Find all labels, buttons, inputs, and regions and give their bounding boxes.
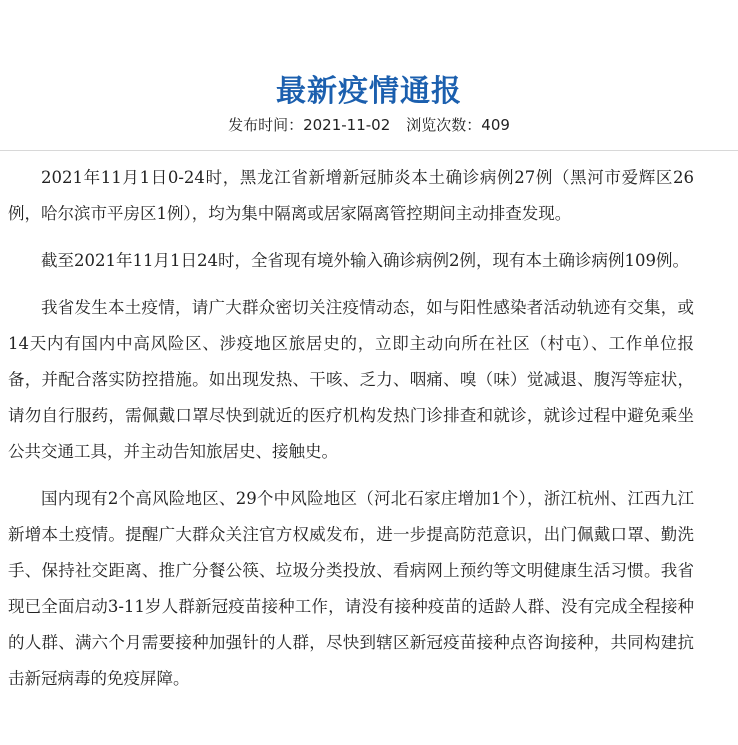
- publish-date: 2021-11-02: [303, 116, 391, 134]
- article-body: [8, 160, 694, 708]
- paragraph-4: 国内现有2个高风险地区、29个中风险地区（河北石家庄增加1个），浙江杭州、江西九江新增本土疫情。提醒广大群众关注官方权威发布，进一步提高防范意识，出门佩戴口罩、勤洗手、保持社交距离、推广分餐公筷、垃圾分类投放、看病网上预约等文明健康生活习惯。我省现已全面启动3-11岁人群新冠疫苗接种工作，请没有接种疫苗的适龄人群、没有完成全程接种的人群、满六个月需要接种加强针的人群，尽快到辖区新冠疫苗接种点咨询接种，共同构建抗击新冠病毒的免疫屏障。: [8, 489, 694, 688]
- title-divider: [0, 150, 738, 151]
- paragraph-3: 我省发生本土疫情，请广大群众密切关注疫情动态，如与阳性感染者活动轨迹有交集，或14天内有国内中高风险区、涉疫地区旅居史的，立即主动向所在社区（村屯）、工作单位报备，并配合落实防控措施。如出现发热、干咳、乏力、咽痛、嗅（味）觉减退、腹泻等症状，请勿自行服药，需佩戴口罩尽快到就近的医疗机构发热门诊排查和就诊，就诊过程中避免乘坐公共交通工具，并主动告知旅居史、接触史。: [8, 298, 694, 461]
- paragraph-2: 截至2021年11月1日24时，全省现有境外输入确诊病例2例，现有本土确诊病例109例。: [41, 251, 689, 270]
- article-meta: [0, 112, 738, 138]
- paragraph-1: 2021年11月1日0-24时，黑龙江省新增新冠肺炎本土确诊病例27例（黑河市爱辉区26例，哈尔滨市平房区1例），均为集中隔离或居家隔离管控期间主动排查发现。: [8, 168, 694, 223]
- publish-time-label: 发布时间：: [228, 116, 304, 134]
- view-count: 409: [481, 116, 510, 134]
- view-count-label: 浏览次数：: [406, 116, 482, 134]
- article-title: 最新疫情通报: [276, 74, 462, 110]
